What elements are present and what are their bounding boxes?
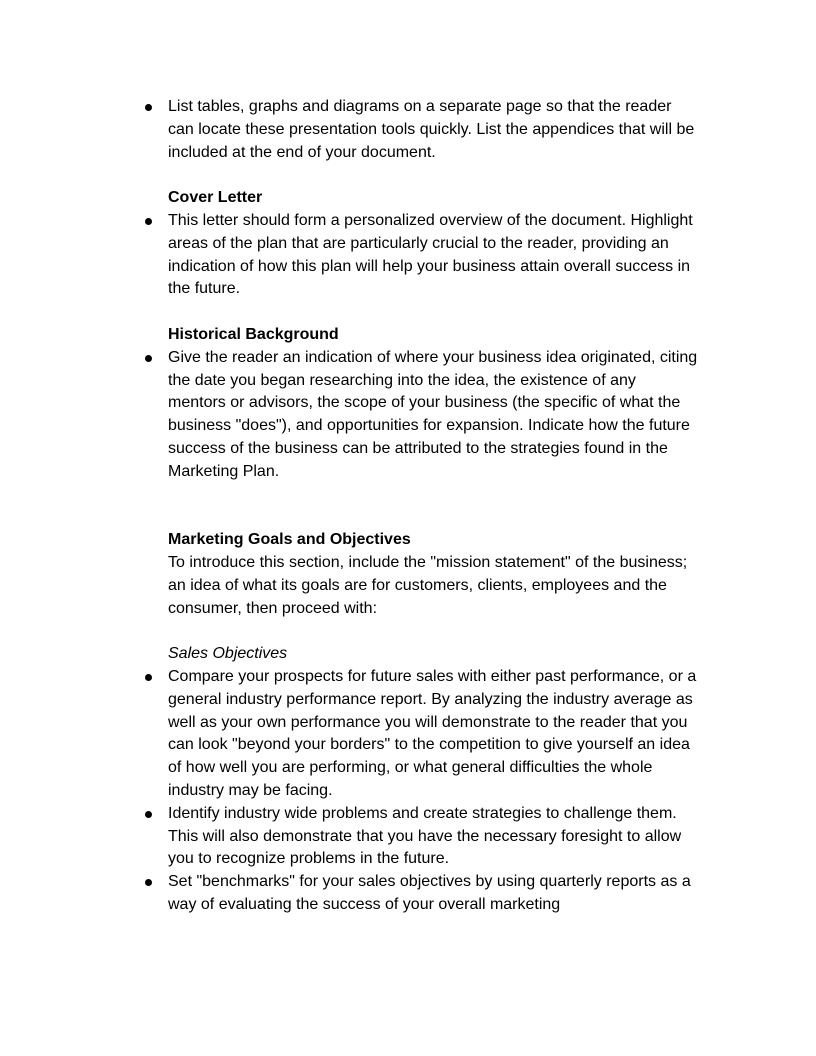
list-item-text: Identify industry wide problems and create strategies to challenge them. This will also demonstrate that you have the necessary foresight to allow you to recognize problems in the future. [168,804,682,868]
bullet-icon [145,879,152,886]
section-heading: Marketing Goals and Objectives [168,531,411,549]
bullet-icon [145,674,152,681]
list-item [168,96,698,164]
section-historical-background [168,324,698,484]
list-item [168,803,698,871]
bullet-icon [145,355,152,362]
list-item [168,871,698,917]
spacer [168,484,698,530]
section-heading: Historical Background [168,325,339,343]
bullet-icon [145,811,152,818]
bullet-icon [145,104,152,111]
list-item [168,347,698,484]
bullet-icon [145,218,152,225]
list-item [168,210,698,301]
list-item [168,666,698,803]
intro-bullet-list [168,96,698,164]
document-body [168,96,698,917]
spacer [168,620,698,643]
section-cover-letter [168,187,698,301]
section-intro-paragraph: To introduce this section, include the "mission statement" of the business; an idea of what its goals are for customers, clients, employees and the consumer, then proceed with: [168,553,688,617]
section-heading: Cover Letter [168,189,263,207]
list-item-text: Set "benchmarks" for your sales objectives by using quarterly reports as a way of evaluating the success of your overall marketing [168,873,691,913]
list-item-text: Give the reader an indication of where your business idea originated, citing the date you began researching into the idea, the existence of any mentors or advisors, the scope of your business (the specific of what the business "does"), and opportunities for expansion. Indicate how the future success of the business can be attributed to the strategies found in the Marketing Plan. [168,348,698,480]
list-item-text: List tables, graphs and diagrams on a separate page so that the reader can locate these presentation tools quickly. List the appendices that will be included at the end of your document. [168,98,695,161]
list-item-text: Compare your prospects for future sales with either past performance, or a general industry performance report. By analyzing the industry average as well as your own performance you will demonstrate to the reader that you can look "beyond your borders" to the competition to give yourself an idea of how well you are performing, or what general difficulties the whole industry may be facing. [168,667,697,799]
list-item-text: This letter should form a personalized overview of the document. Highlight areas of the plan that are particularly crucial to the reader, providing an indication of how this plan will help your business attain overall success in the future. [168,211,693,298]
subsection-heading: Sales Objectives [168,645,288,663]
spacer [168,301,698,324]
section-marketing-goals [168,529,698,917]
spacer [168,164,698,187]
